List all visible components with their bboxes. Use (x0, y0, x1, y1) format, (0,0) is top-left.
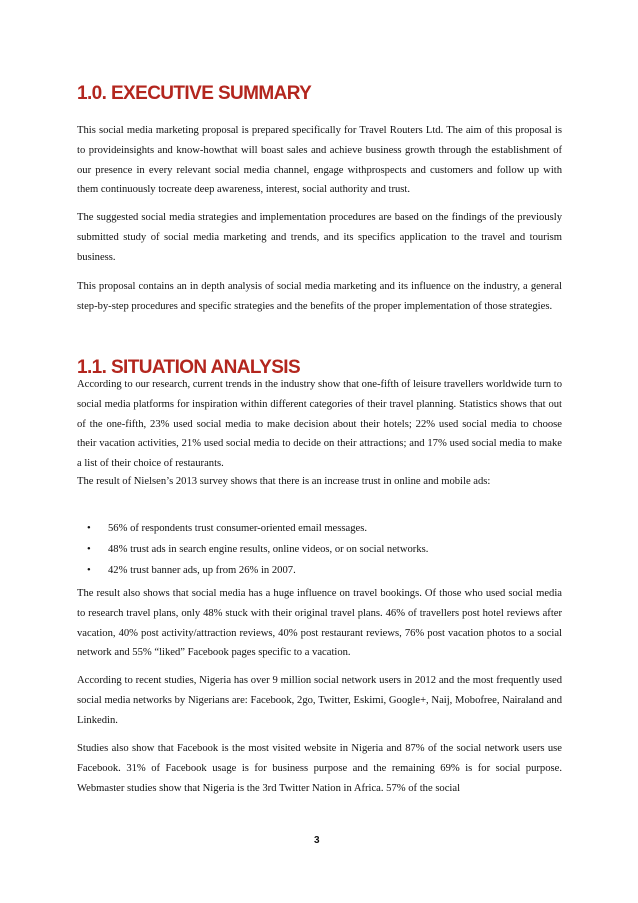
exec-summary-paragraph-2 (77, 208, 562, 267)
executive-summary-heading: 1.0. EXECUTIVE SUMMARY (77, 83, 312, 104)
nielsen-bullet-list (77, 518, 562, 581)
facebook-nigeria-paragraph (77, 739, 562, 798)
nigeria-networks-paragraph (77, 671, 562, 730)
list-item (77, 560, 562, 581)
situation-analysis-heading: 1.1. SITUATION ANALYSIS (77, 357, 301, 378)
list-item-text: 42% trust banner ads, up from 26% in 2007. (108, 565, 296, 576)
bullet-icon: • (87, 523, 91, 534)
travel-bookings-paragraph (77, 584, 562, 663)
exec-summary-paragraph-1 (77, 121, 562, 200)
paragraph-text: According to our research, current trends in the industry show that one-fifth of leisure travellers worldwide turn to social media platforms for inspiration within different categories of their travel planning. Statistics shows that out of the one-fifth, 23% used social media to make decision about their hotels; 22% used social media to choose their vacation activities, 21% used social media to decide on their attractions; and 17% used social media to make a list of their choice of restaurants. (77, 379, 562, 470)
paragraph-text: The suggested social media strategies and implementation procedures are based on the findings of the previously submitted study of social media marketing and trends, and its specifics application to the travel and tourism business. (77, 212, 562, 263)
page-number: 3 (314, 835, 320, 846)
list-item (77, 539, 562, 560)
paragraph-text: Studies also show that Facebook is the most visited website in Nigeria and 87% of the social network users use Facebook. 31% of Facebook usage is for business purpose and the remaining 69% is for social purpose. Webmaster studies show that Nigeria is the 3rd Twitter Nation in Africa. 57% of the social (77, 743, 562, 794)
paragraph-text: This proposal contains an in depth analysis of social media marketing and its influence on the industry, a general step-by-step procedures and specific strategies and the benefits of the proper implementation of those strategies. (77, 281, 562, 312)
list-item (77, 518, 562, 539)
paragraph-text: This social media marketing proposal is prepared specifically for Travel Routers Ltd. The aim of this proposal is to provideinsights and know-howthat will boast sales and achieve business growth through the establishment of our presence in every relevant social media channel, engage withprospects and customers and follow up with them continuously tocreate deep awareness, interest, social authority and trust. (77, 125, 562, 196)
list-item-text: 56% of respondents trust consumer-oriented email messages. (108, 523, 367, 534)
paragraph-text: According to recent studies, Nigeria has over 9 million social network users in 2012 and the most frequently used social media networks by Nigerians are: Facebook, 2go, Twitter, Eskimi, Google+, Naij, Mobofree, Nairaland and Linkedin. (77, 675, 562, 726)
list-item-text: 48% trust ads in search engine results, online videos, or on social networks. (108, 544, 429, 555)
paragraph-text: The result also shows that social media has a huge influence on travel bookings. Of those who used social media to research travel plans, only 48% stuck with their original travel plans. 46% of travellers post hotel reviews after vacation, 40% post activity/attraction reviews, 40% post restaurant reviews, 76% post vacation photos to a social network and 55% “liked” Facebook pages specific to a vacation. (77, 588, 562, 659)
survey-lead-text: The result of Nielsen’s 2013 survey shows that there is an increase trust in online and mobile ads: (77, 475, 491, 487)
situation-intro-paragraph (77, 375, 562, 490)
bullet-icon: • (87, 565, 91, 576)
exec-summary-paragraph-3 (77, 277, 562, 317)
bullet-icon: • (87, 544, 91, 555)
